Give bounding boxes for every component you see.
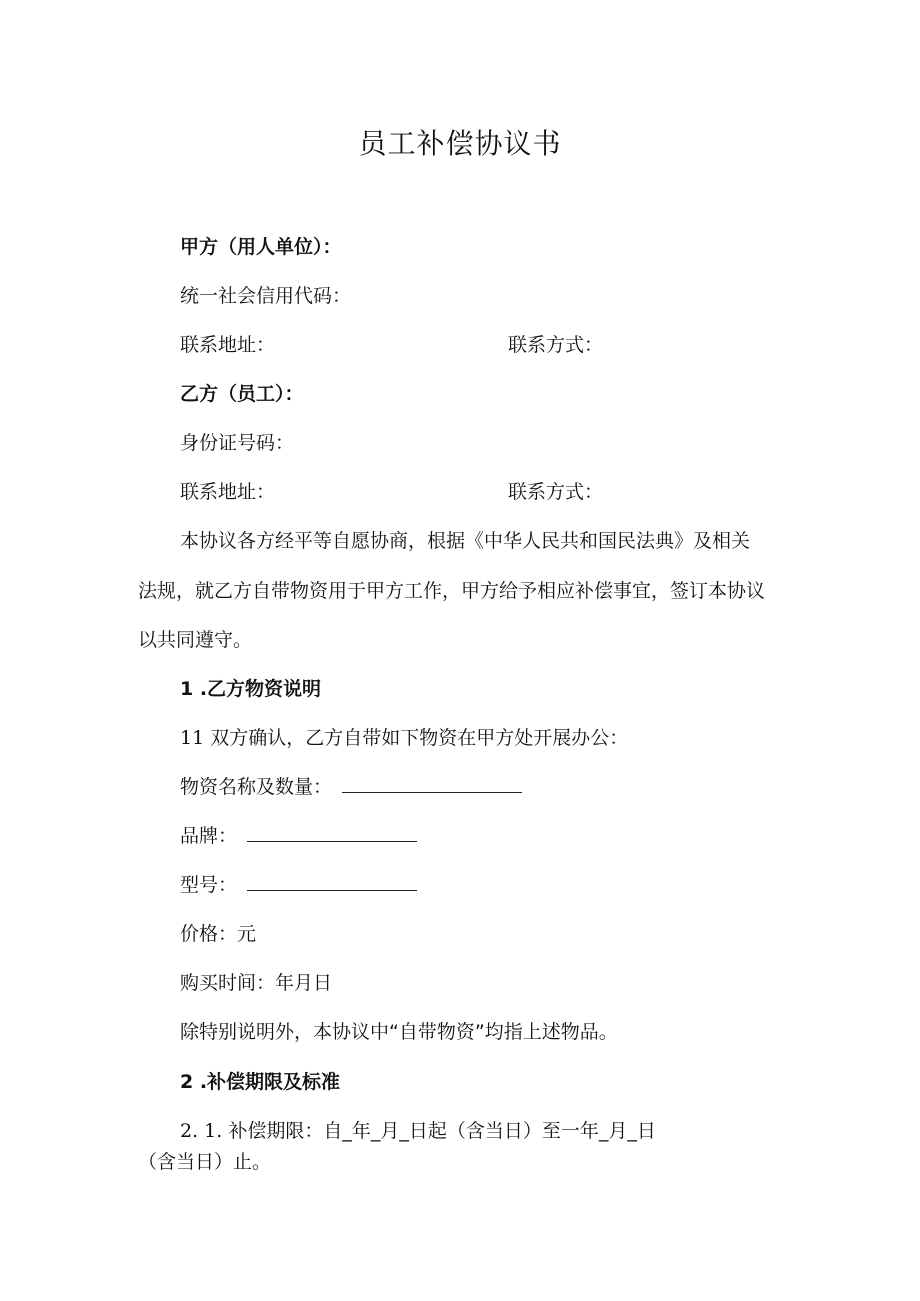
preamble-line-3: 以共同遵守。 [138, 629, 253, 651]
party-a-label: 甲方（用人单位）： [180, 236, 342, 258]
party-a-contact: 联系方式： [508, 334, 604, 356]
section-1-note: 除特别说明外，本协议中“自带物资”均指上述物品。 [180, 1021, 618, 1043]
party-b-address: 联系地址： [180, 481, 276, 503]
party-a-credit-code: 统一社会信用代码： [180, 285, 352, 307]
clause-1-1-number: 11 [180, 727, 205, 749]
clause-1-1 [180, 725, 628, 751]
item-name-line [180, 774, 522, 800]
clause-2-1-continuation: （含当日）止。 [138, 1151, 272, 1173]
preamble-line-2: 法规，就乙方自带物资用于甲方工作，甲方给予相应补偿事宜，签订本协议 [138, 580, 766, 602]
brand-line [180, 823, 417, 849]
clause-2-1-text: 补偿期限：自_年_月_日起（含当日）至一年_月_日 [222, 1120, 656, 1142]
clause-2-1-number: 2. 1. [180, 1120, 223, 1142]
model-blank [247, 872, 417, 891]
clause-2-1 [180, 1118, 656, 1144]
brand-label: 品牌： [180, 825, 238, 847]
party-b-id-number: 身份证号码： [180, 432, 295, 454]
item-name-label: 物资名称及数量： [180, 776, 333, 798]
document-title: 员工补偿协议书 [358, 127, 562, 160]
party-a-address: 联系地址： [180, 334, 276, 356]
preamble-line-1: 本协议各方经平等自愿协商，根据《中华人民共和国民法典》及相关 [180, 530, 751, 552]
item-name-blank [342, 774, 522, 793]
party-b-contact: 联系方式： [508, 481, 604, 503]
purchase-time-line: 购买时间：年月日 [180, 972, 333, 994]
model-label: 型号： [180, 874, 238, 896]
brand-blank [247, 823, 417, 842]
section-2-heading: 2 .补偿期限及标准 [180, 1071, 341, 1093]
party-b-label: 乙方（员工）： [180, 383, 304, 405]
model-line [180, 872, 417, 898]
clause-1-1-text: 双方确认，乙方自带如下物资在甲方处开展办公： [204, 727, 629, 749]
price-line: 价格：元 [180, 923, 257, 945]
section-1-heading: 1 .乙方物资说明 [180, 678, 322, 700]
